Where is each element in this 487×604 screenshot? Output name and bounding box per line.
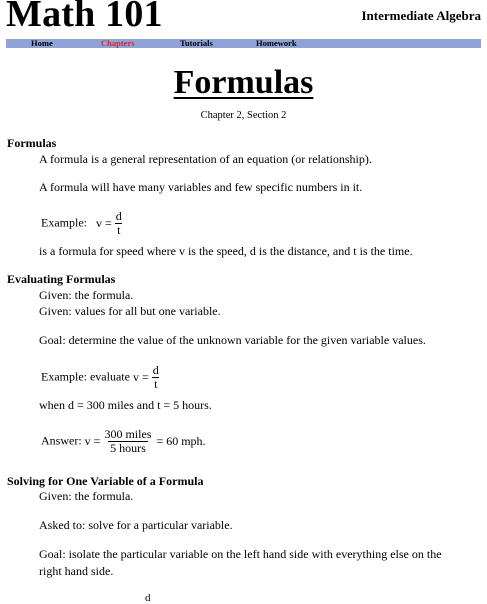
fraction-numerator: 300 miles <box>104 427 152 441</box>
example-lhs: v = <box>95 216 112 230</box>
nav-chapters-link[interactable]: Chapters <box>101 38 135 48</box>
fraction-numerator: d <box>115 209 122 223</box>
evaluating-given-formula: Given: the formula. <box>39 288 134 302</box>
evaluating-given-values: Given: values for all but one variable. <box>39 304 221 318</box>
page-subtitle: Chapter 2, Section 2 <box>200 110 287 121</box>
speed-fraction <box>114 210 124 237</box>
fraction-denominator: t <box>154 377 158 391</box>
evaluate-label: Example: evaluate <box>41 369 130 384</box>
nav-homework-link[interactable]: Homework <box>256 38 297 48</box>
solving-asked: Asked to: solve for a particular variable. <box>39 518 233 532</box>
formula-example <box>41 210 124 237</box>
evaluate-lhs: v = <box>132 370 149 384</box>
course-subtitle: Intermediate Algebra <box>361 8 481 23</box>
evaluate-given-values: when d = 300 miles and t = 5 hours. <box>39 398 212 412</box>
formulas-definition: A formula is a general representation of an equation (or relationship). <box>39 152 372 166</box>
answer-lhs: v = <box>84 434 101 448</box>
nav-bar <box>6 39 481 48</box>
formulas-heading: Formulas <box>7 136 57 150</box>
fraction-denominator: 5 hours <box>110 441 146 455</box>
page-title: Formulas <box>173 64 314 101</box>
formula-explanation: is a formula for speed where v is the speed, d is the distance, and t is the time. <box>39 244 413 258</box>
solving-heading: Solving for One Variable of a Formula <box>7 474 204 488</box>
nav-home-link[interactable]: Home <box>31 38 53 48</box>
answer-result: = 60 mph. <box>156 434 206 448</box>
partial-numerator: d <box>145 592 151 604</box>
solving-given: Given: the formula. <box>39 489 134 503</box>
fraction-numerator: d <box>152 363 159 377</box>
evaluate-fraction <box>151 364 161 391</box>
answer-label: Answer: <box>41 433 82 448</box>
nav-tutorials-link[interactable]: Tutorials <box>180 38 213 48</box>
formulas-variables-note: A formula will have many variables and few specific numbers in it. <box>39 180 363 194</box>
fraction-denominator: t <box>117 223 121 237</box>
evaluating-heading: Evaluating Formulas <box>7 272 116 286</box>
answer-fraction <box>102 428 153 455</box>
site-title: Math 101 <box>6 0 163 35</box>
solving-goal: Goal: isolate the particular variable on the left hand side with everything else on the <box>39 547 442 561</box>
evaluate-example <box>41 364 161 391</box>
solving-goal-continued: right hand side. <box>39 564 114 578</box>
evaluate-answer <box>41 428 206 455</box>
example-label: Example: <box>41 215 87 230</box>
evaluating-goal: Goal: determine the value of the unknown variable for the given variable values. <box>39 333 426 347</box>
